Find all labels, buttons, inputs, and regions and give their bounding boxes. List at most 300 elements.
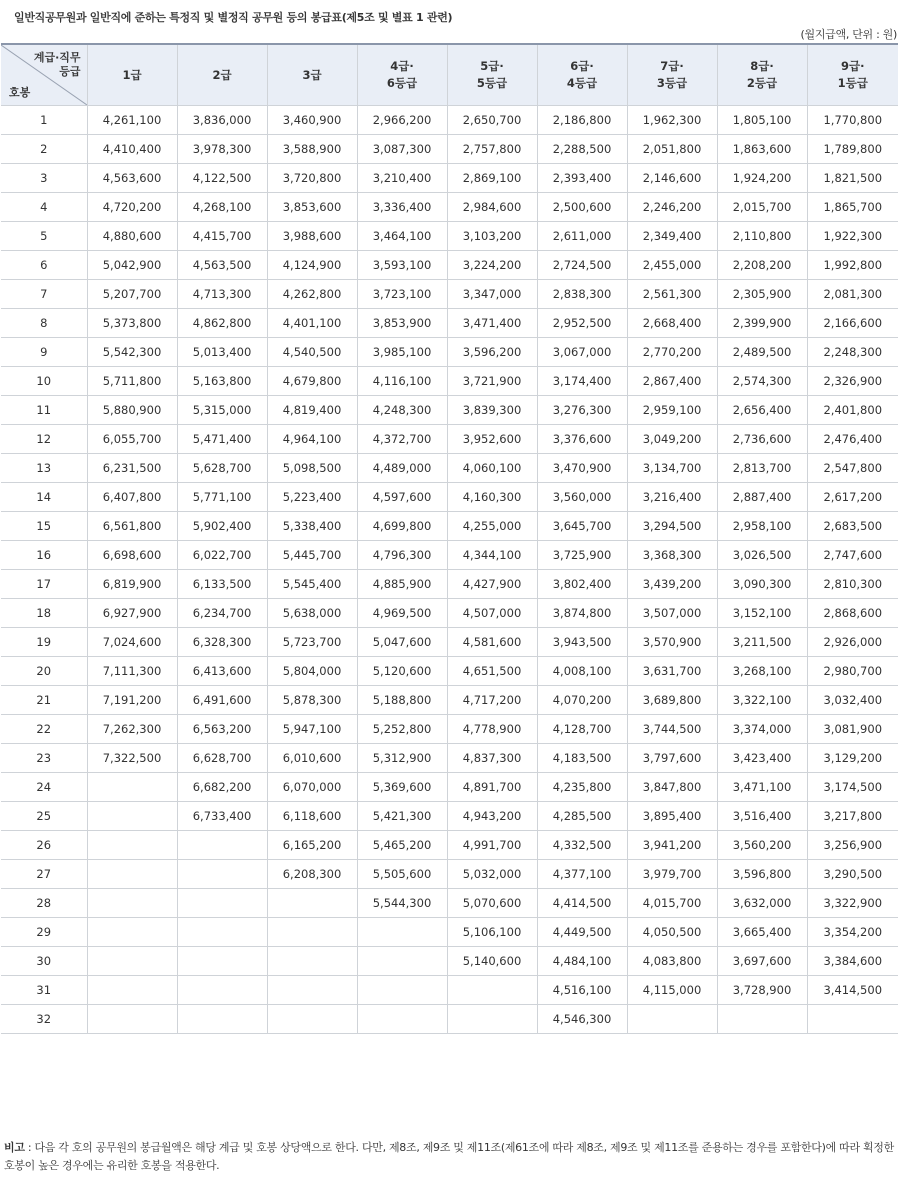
salary-cell: 3,596,800 (717, 860, 807, 889)
table-row (1, 976, 898, 1005)
header-line1: 8급· (750, 59, 774, 73)
salary-cell: 4,083,800 (627, 947, 717, 976)
table-row (1, 106, 898, 135)
salary-cell: 4,964,100 (267, 425, 357, 454)
salary-cell: 4,268,100 (177, 193, 267, 222)
step-number-cell: 12 (1, 425, 87, 454)
salary-cell (87, 773, 177, 802)
salary-cell: 4,160,300 (447, 483, 537, 512)
salary-cell: 3,081,900 (807, 715, 898, 744)
salary-cell: 1,805,100 (717, 106, 807, 135)
salary-cell: 3,471,100 (717, 773, 807, 802)
salary-cell: 4,651,500 (447, 657, 537, 686)
salary-cell: 6,165,200 (267, 831, 357, 860)
salary-cell: 3,588,900 (267, 135, 357, 164)
salary-cell: 2,401,800 (807, 396, 898, 425)
table-row (1, 599, 898, 628)
salary-cell: 1,924,200 (717, 164, 807, 193)
salary-cell: 2,305,900 (717, 280, 807, 309)
salary-cell: 2,757,800 (447, 135, 537, 164)
salary-cell: 5,047,600 (357, 628, 447, 657)
footnote-label: 비고 (4, 1141, 25, 1154)
salary-cell: 4,679,800 (267, 367, 357, 396)
salary-cell: 3,853,600 (267, 193, 357, 222)
salary-cell: 2,500,600 (537, 193, 627, 222)
salary-cell: 3,570,900 (627, 628, 717, 657)
salary-cell (177, 860, 267, 889)
salary-cell: 3,645,700 (537, 512, 627, 541)
salary-cell: 2,246,200 (627, 193, 717, 222)
table-row (1, 889, 898, 918)
salary-cell: 4,262,800 (267, 280, 357, 309)
salary-cell: 3,516,400 (717, 802, 807, 831)
salary-cell: 3,322,900 (807, 889, 898, 918)
salary-cell: 3,593,100 (357, 251, 447, 280)
salary-cell (177, 889, 267, 918)
salary-cell: 3,560,000 (537, 483, 627, 512)
salary-cell: 3,943,500 (537, 628, 627, 657)
column-header (87, 44, 177, 106)
salary-cell: 6,628,700 (177, 744, 267, 773)
salary-cell (357, 976, 447, 1005)
salary-cell: 5,638,000 (267, 599, 357, 628)
salary-cell: 2,770,200 (627, 338, 717, 367)
table-row (1, 570, 898, 599)
header-line1: 4급· (390, 59, 414, 73)
header-line2: 4등급 (566, 76, 598, 90)
step-number-cell: 29 (1, 918, 87, 947)
salary-cell: 5,070,600 (447, 889, 537, 918)
salary-cell: 4,124,900 (267, 251, 357, 280)
salary-cell (177, 918, 267, 947)
salary-cell: 2,683,500 (807, 512, 898, 541)
salary-cell: 4,255,000 (447, 512, 537, 541)
salary-cell: 5,947,100 (267, 715, 357, 744)
salary-cell: 4,885,900 (357, 570, 447, 599)
salary-cell: 5,207,700 (87, 280, 177, 309)
salary-cell: 2,867,400 (627, 367, 717, 396)
salary-cell: 2,736,600 (717, 425, 807, 454)
salary-cell: 3,067,000 (537, 338, 627, 367)
step-number-cell: 10 (1, 367, 87, 396)
salary-cell: 4,449,500 (537, 918, 627, 947)
salary-cell: 4,401,100 (267, 309, 357, 338)
salary-cell: 6,070,000 (267, 773, 357, 802)
header-line1: 2급 (212, 67, 232, 82)
table-row (1, 135, 898, 164)
step-number-cell: 5 (1, 222, 87, 251)
salary-cell: 2,650,700 (447, 106, 537, 135)
salary-cell: 3,725,900 (537, 541, 627, 570)
salary-cell: 4,248,300 (357, 396, 447, 425)
unit-label: (월지급액, 단위 : 원) (800, 28, 897, 41)
salary-cell: 5,013,400 (177, 338, 267, 367)
salary-cell: 6,208,300 (267, 860, 357, 889)
table-row (1, 193, 898, 222)
salary-cell: 4,796,300 (357, 541, 447, 570)
salary-cell (357, 947, 447, 976)
salary-cell (177, 831, 267, 860)
table-row (1, 947, 898, 976)
step-number-cell: 16 (1, 541, 87, 570)
step-number-cell: 31 (1, 976, 87, 1005)
salary-cell: 5,445,700 (267, 541, 357, 570)
salary-cell: 5,163,800 (177, 367, 267, 396)
salary-cell: 4,484,100 (537, 947, 627, 976)
step-number-cell: 23 (1, 744, 87, 773)
salary-cell: 3,721,900 (447, 367, 537, 396)
salary-cell: 6,328,300 (177, 628, 267, 657)
salary-cell: 3,268,100 (717, 657, 807, 686)
step-number-cell: 17 (1, 570, 87, 599)
salary-cell: 6,733,400 (177, 802, 267, 831)
header-row (1, 44, 898, 106)
salary-cell: 5,120,600 (357, 657, 447, 686)
column-header (357, 44, 447, 106)
salary-cell: 2,656,400 (717, 396, 807, 425)
step-number-cell: 1 (1, 106, 87, 135)
step-number-cell: 3 (1, 164, 87, 193)
table-row (1, 860, 898, 889)
step-number-cell: 28 (1, 889, 87, 918)
salary-cell: 1,863,600 (717, 135, 807, 164)
step-number-cell: 32 (1, 1005, 87, 1034)
header-line1: 3급 (302, 67, 322, 82)
footnote-text: : 다음 각 호의 공무원의 봉급월액은 해당 계급 및 호봉 상당액으로 한다. 다만, 제8조, 제9조 및 제11조(제61조에 따라 제8조, 제9조 및 제11조를 준용하는 경우를 포함한다)에 따라 획정한 호봉이 높은 경우에는 유리한 호봉을 적용한다. (4, 1141, 894, 1172)
salary-cell: 6,133,500 (177, 570, 267, 599)
salary-cell: 4,546,300 (537, 1005, 627, 1034)
salary-cell: 3,224,200 (447, 251, 537, 280)
salary-cell: 3,853,900 (357, 309, 447, 338)
salary-cell: 4,060,100 (447, 454, 537, 483)
table-row (1, 744, 898, 773)
salary-cell: 3,797,600 (627, 744, 717, 773)
step-number-cell: 9 (1, 338, 87, 367)
salary-cell: 6,022,700 (177, 541, 267, 570)
table-row (1, 773, 898, 802)
salary-cell: 7,111,300 (87, 657, 177, 686)
salary-cell (717, 1005, 807, 1034)
salary-cell: 3,874,800 (537, 599, 627, 628)
salary-cell: 4,516,100 (537, 976, 627, 1005)
salary-cell: 2,966,200 (357, 106, 447, 135)
salary-cell: 5,628,700 (177, 454, 267, 483)
salary-cell: 4,969,500 (357, 599, 447, 628)
salary-cell: 3,632,000 (717, 889, 807, 918)
table-body (1, 106, 898, 1034)
salary-cell: 6,561,800 (87, 512, 177, 541)
table-row (1, 918, 898, 947)
header-line1: 1급 (122, 67, 142, 82)
salary-cell: 3,026,500 (717, 541, 807, 570)
salary-cell: 3,376,600 (537, 425, 627, 454)
salary-cell: 1,821,500 (807, 164, 898, 193)
step-number-cell: 25 (1, 802, 87, 831)
salary-cell: 3,836,000 (177, 106, 267, 135)
salary-cell: 2,561,300 (627, 280, 717, 309)
step-number-cell: 6 (1, 251, 87, 280)
salary-cell (357, 918, 447, 947)
salary-cell: 3,294,500 (627, 512, 717, 541)
salary-cell: 5,465,200 (357, 831, 447, 860)
salary-cell: 5,042,900 (87, 251, 177, 280)
salary-cell: 5,711,800 (87, 367, 177, 396)
salary-cell: 6,407,800 (87, 483, 177, 512)
salary-cell: 6,927,900 (87, 599, 177, 628)
salary-cell: 4,880,600 (87, 222, 177, 251)
table-row (1, 425, 898, 454)
salary-cell: 5,098,500 (267, 454, 357, 483)
table-row (1, 280, 898, 309)
salary-cell: 2,081,300 (807, 280, 898, 309)
column-header (267, 44, 357, 106)
salary-cell: 5,878,300 (267, 686, 357, 715)
salary-cell: 4,050,500 (627, 918, 717, 947)
table-row (1, 309, 898, 338)
header-line1: 6급· (570, 59, 594, 73)
salary-cell: 4,372,700 (357, 425, 447, 454)
salary-cell (267, 976, 357, 1005)
salary-cell: 6,118,600 (267, 802, 357, 831)
step-number-cell: 14 (1, 483, 87, 512)
salary-cell (447, 976, 537, 1005)
salary-cell: 3,087,300 (357, 135, 447, 164)
salary-cell: 3,507,000 (627, 599, 717, 628)
salary-cell: 3,979,700 (627, 860, 717, 889)
salary-cell: 4,116,100 (357, 367, 447, 396)
salary-cell: 4,414,500 (537, 889, 627, 918)
corner-step-label: 호봉 (9, 86, 31, 99)
salary-cell (87, 947, 177, 976)
step-number-cell: 24 (1, 773, 87, 802)
salary-cell: 3,665,400 (717, 918, 807, 947)
step-number-cell: 15 (1, 512, 87, 541)
salary-cell: 5,032,000 (447, 860, 537, 889)
salary-cell (87, 831, 177, 860)
salary-cell: 3,216,400 (627, 483, 717, 512)
salary-cell: 2,015,700 (717, 193, 807, 222)
salary-cell: 3,256,900 (807, 831, 898, 860)
salary-cell: 2,869,100 (447, 164, 537, 193)
salary-cell: 4,122,500 (177, 164, 267, 193)
salary-cell: 5,140,600 (447, 947, 537, 976)
salary-cell: 5,421,300 (357, 802, 447, 831)
step-number-cell: 20 (1, 657, 87, 686)
salary-cell: 7,262,300 (87, 715, 177, 744)
step-number-cell: 30 (1, 947, 87, 976)
salary-cell: 2,611,000 (537, 222, 627, 251)
salary-cell: 3,049,200 (627, 425, 717, 454)
table-row (1, 1005, 898, 1034)
salary-cell (87, 918, 177, 947)
column-header (627, 44, 717, 106)
salary-cell: 6,055,700 (87, 425, 177, 454)
salary-cell: 4,717,200 (447, 686, 537, 715)
salary-cell: 2,248,300 (807, 338, 898, 367)
salary-cell: 2,868,600 (807, 599, 898, 628)
step-number-cell: 2 (1, 135, 87, 164)
header-line2: 3등급 (656, 76, 688, 90)
salary-cell: 5,312,900 (357, 744, 447, 773)
salary-cell: 5,223,400 (267, 483, 357, 512)
salary-cell: 3,174,400 (537, 367, 627, 396)
salary-cell: 2,747,600 (807, 541, 898, 570)
salary-cell: 4,563,600 (87, 164, 177, 193)
salary-cell: 3,152,100 (717, 599, 807, 628)
salary-cell: 2,349,400 (627, 222, 717, 251)
salary-cell: 5,542,300 (87, 338, 177, 367)
salary-cell: 2,399,900 (717, 309, 807, 338)
salary-cell: 2,952,500 (537, 309, 627, 338)
salary-cell: 4,183,500 (537, 744, 627, 773)
table-row (1, 251, 898, 280)
column-header (537, 44, 627, 106)
step-number-cell: 18 (1, 599, 87, 628)
salary-cell: 5,505,600 (357, 860, 447, 889)
salary-cell: 3,384,600 (807, 947, 898, 976)
salary-cell (87, 1005, 177, 1034)
salary-cell: 2,574,300 (717, 367, 807, 396)
salary-cell (267, 889, 357, 918)
salary-cell: 4,862,800 (177, 309, 267, 338)
salary-cell: 2,489,500 (717, 338, 807, 367)
step-number-cell: 7 (1, 280, 87, 309)
salary-cell: 3,744,500 (627, 715, 717, 744)
salary-cell (177, 1005, 267, 1034)
salary-cell: 5,771,100 (177, 483, 267, 512)
salary-cell: 2,051,800 (627, 135, 717, 164)
salary-cell: 4,581,600 (447, 628, 537, 657)
salary-cell: 5,106,100 (447, 918, 537, 947)
salary-cell: 1,789,800 (807, 135, 898, 164)
salary-cell (87, 860, 177, 889)
salary-cell: 7,024,600 (87, 628, 177, 657)
salary-cell: 4,008,100 (537, 657, 627, 686)
footnote (4, 1139, 897, 1175)
salary-cell: 2,326,900 (807, 367, 898, 396)
salary-cell (807, 1005, 898, 1034)
salary-cell: 3,032,400 (807, 686, 898, 715)
salary-cell: 4,377,100 (537, 860, 627, 889)
salary-cell: 2,393,400 (537, 164, 627, 193)
table-row (1, 541, 898, 570)
salary-cell: 3,728,900 (717, 976, 807, 1005)
corner-rank-label: 계급·직무 (33, 51, 81, 64)
salary-cell: 4,410,400 (87, 135, 177, 164)
salary-cell: 1,922,300 (807, 222, 898, 251)
salary-cell: 2,186,800 (537, 106, 627, 135)
salary-cell: 2,547,800 (807, 454, 898, 483)
salary-cell: 4,115,000 (627, 976, 717, 1005)
salary-cell: 3,103,200 (447, 222, 537, 251)
salary-cell: 5,315,000 (177, 396, 267, 425)
salary-cell: 6,234,700 (177, 599, 267, 628)
header-line1: 7급· (660, 59, 684, 73)
header-line2: 5등급 (476, 76, 508, 90)
salary-cell: 7,322,500 (87, 744, 177, 773)
table-row (1, 338, 898, 367)
salary-cell (177, 976, 267, 1005)
salary-cell: 4,415,700 (177, 222, 267, 251)
table-title: 일반직공무원과 일반직에 준하는 특정직 및 별정직 공무원 등의 봉급표(제5조 및 별표 1 관련) (14, 11, 453, 24)
salary-cell: 2,813,700 (717, 454, 807, 483)
step-number-cell: 22 (1, 715, 87, 744)
salary-cell: 3,354,200 (807, 918, 898, 947)
salary-cell: 3,985,100 (357, 338, 447, 367)
salary-cell: 2,926,000 (807, 628, 898, 657)
salary-cell: 3,217,800 (807, 802, 898, 831)
salary-cell: 3,368,300 (627, 541, 717, 570)
salary-cell: 4,713,300 (177, 280, 267, 309)
salary-cell: 2,668,400 (627, 309, 717, 338)
salary-cell: 5,252,800 (357, 715, 447, 744)
salary-cell: 2,838,300 (537, 280, 627, 309)
table-row (1, 628, 898, 657)
salary-cell: 3,423,400 (717, 744, 807, 773)
salary-cell: 5,188,800 (357, 686, 447, 715)
salary-cell: 2,146,600 (627, 164, 717, 193)
salary-cell: 6,231,500 (87, 454, 177, 483)
salary-cell: 5,902,400 (177, 512, 267, 541)
salary-cell: 5,471,400 (177, 425, 267, 454)
salary-cell: 2,724,500 (537, 251, 627, 280)
salary-cell: 4,778,900 (447, 715, 537, 744)
salary-cell: 6,010,600 (267, 744, 357, 773)
salary-cell: 5,545,400 (267, 570, 357, 599)
salary-cell: 2,810,300 (807, 570, 898, 599)
salary-cell: 3,596,200 (447, 338, 537, 367)
salary-cell: 3,414,500 (807, 976, 898, 1005)
salary-cell: 3,129,200 (807, 744, 898, 773)
table-row (1, 222, 898, 251)
salary-cell (267, 1005, 357, 1034)
salary-cell: 4,819,400 (267, 396, 357, 425)
salary-cell: 3,439,200 (627, 570, 717, 599)
salary-cell: 3,336,400 (357, 193, 447, 222)
salary-cell (357, 1005, 447, 1034)
salary-cell: 3,374,000 (717, 715, 807, 744)
salary-table (1, 43, 898, 1034)
salary-cell: 3,631,700 (627, 657, 717, 686)
salary-cell: 4,699,800 (357, 512, 447, 541)
salary-cell: 4,563,500 (177, 251, 267, 280)
header-line1: 9급· (841, 59, 865, 73)
salary-cell: 4,597,600 (357, 483, 447, 512)
salary-cell: 2,476,400 (807, 425, 898, 454)
salary-cell: 2,110,800 (717, 222, 807, 251)
salary-cell: 4,891,700 (447, 773, 537, 802)
salary-cell: 5,804,000 (267, 657, 357, 686)
salary-cell: 6,819,900 (87, 570, 177, 599)
salary-cell: 3,720,800 (267, 164, 357, 193)
salary-cell: 6,563,200 (177, 715, 267, 744)
salary-cell (87, 802, 177, 831)
salary-cell: 3,090,300 (717, 570, 807, 599)
salary-cell: 4,128,700 (537, 715, 627, 744)
header-line1: 5급· (480, 59, 504, 73)
salary-cell: 3,952,600 (447, 425, 537, 454)
salary-cell: 4,540,500 (267, 338, 357, 367)
salary-cell: 3,847,800 (627, 773, 717, 802)
salary-cell: 3,347,000 (447, 280, 537, 309)
salary-cell: 3,697,600 (717, 947, 807, 976)
salary-cell: 3,290,500 (807, 860, 898, 889)
salary-cell: 4,285,500 (537, 802, 627, 831)
salary-cell: 3,560,200 (717, 831, 807, 860)
salary-cell: 5,880,900 (87, 396, 177, 425)
salary-cell: 2,208,200 (717, 251, 807, 280)
salary-cell: 4,235,800 (537, 773, 627, 802)
